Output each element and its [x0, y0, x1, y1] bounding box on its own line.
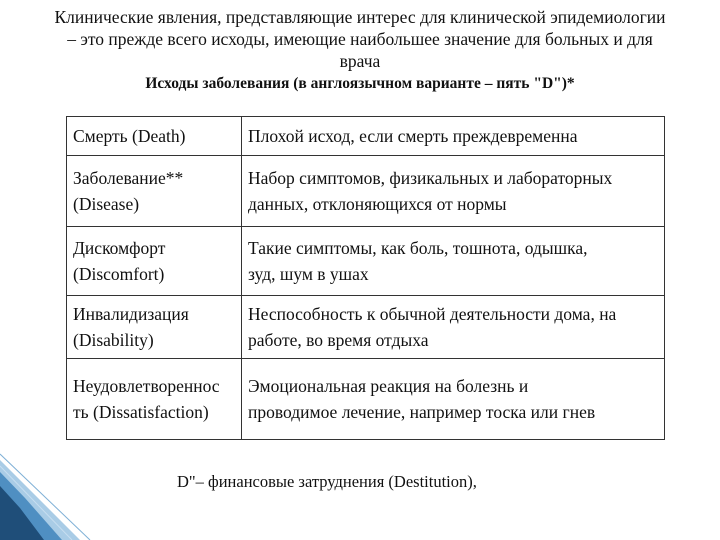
- desc-line: Такие симптомы, как боль, тошнота, одышка,: [248, 238, 588, 258]
- term-line: Неудовлетвореннос: [73, 376, 220, 396]
- desc-line: Эмоциональная реакция на болезнь и: [248, 376, 529, 396]
- outcome-term: [67, 296, 242, 359]
- table-title: Исходы заболевания (в англоязычном варианте – пять "D")*: [145, 75, 575, 92]
- decorative-wave: [0, 450, 720, 540]
- term-line: (Discomfort): [73, 264, 165, 284]
- outcome-term: [67, 156, 242, 227]
- outcomes-table: [66, 116, 665, 440]
- term-line: (Disability): [73, 330, 154, 350]
- table-row: [67, 117, 665, 156]
- outcome-term: [67, 227, 242, 296]
- intro-line: – это прежде всего исходы, имеющие наибольшее значение для больных и для: [67, 29, 653, 49]
- term-line: (Disease): [73, 194, 140, 214]
- term-line: Смерть (Death): [73, 126, 186, 146]
- term-line: Дискомфорт: [73, 238, 166, 258]
- desc-line: зуд, шум в ушах: [248, 264, 369, 284]
- table-row: [67, 227, 665, 296]
- table-row: [67, 156, 665, 227]
- intro-paragraph: [8, 6, 712, 72]
- desc-line: работе, во время отдыха: [248, 330, 429, 350]
- outcome-description: [242, 296, 665, 359]
- outcome-term: [67, 117, 242, 156]
- term-line: Заболевание**: [73, 168, 184, 188]
- desc-line: данных, отклоняющихся от нормы: [248, 194, 507, 214]
- intro-line: врача: [339, 51, 381, 71]
- term-line: ть (Dissatisfaction): [73, 402, 209, 422]
- footnote: D"– финансовые затруднения (Destitution),: [177, 472, 477, 491]
- desc-line: Набор симптомов, физикальных и лабораторных: [248, 168, 613, 188]
- outcome-term: [67, 359, 242, 440]
- table-row: [67, 359, 665, 440]
- intro-line: Клинические явления, представляющие интерес для клинической эпидемиологии: [54, 7, 666, 27]
- outcome-description: [242, 359, 665, 440]
- desc-line: проводимое лечение, например тоска или гнев: [248, 402, 596, 422]
- outcome-description: [242, 227, 665, 296]
- desc-line: Неспособность к обычной деятельности дома, на: [248, 304, 617, 324]
- desc-line: Плохой исход, если смерть преждевременна: [248, 126, 578, 146]
- outcome-description: [242, 117, 665, 156]
- outcome-description: [242, 156, 665, 227]
- table-row: [67, 296, 665, 359]
- term-line: Инвалидизация: [73, 304, 189, 324]
